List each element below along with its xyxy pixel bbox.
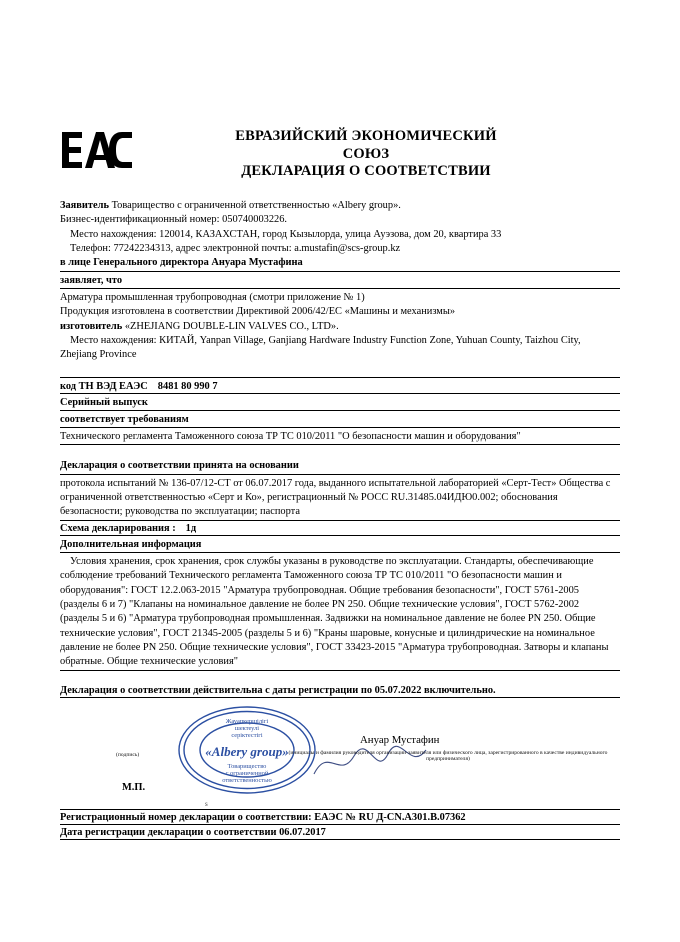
scheme-label: Схема декларирования : (60, 522, 176, 534)
svg-text:шектеулі: шектеулі (234, 724, 260, 732)
additional-line: давление не более PN 250. Общие технические условия", ГОСТ 33423-2015 "Арматура трубопроводная. Затворы и клапаны (60, 641, 609, 653)
applicant-name: Товарищество с ограниченной ответственностью «Albery group». (111, 200, 401, 212)
svg-text:с ограниченной: с ограниченной (225, 769, 269, 777)
product-line-1: Арматура промышленная трубопроводная (смотри приложение № 1) (60, 291, 365, 303)
basis-line-2: ограниченной ответственностью «Серт и Ко», регистрационный № РОСС RU.31485.04ИДЮ0.002; обоснования (60, 492, 558, 504)
svg-text:серіктестігі: серіктестігі (231, 731, 263, 739)
svg-text:Товарищество: Товарищество (227, 762, 267, 770)
registration-number-label: Регистрационный номер декларации о соответствии: (60, 811, 312, 823)
registration-date-value: 06.07.2017 (279, 826, 326, 838)
additional-label: Дополнительная информация (60, 538, 202, 550)
divider (60, 393, 620, 394)
document-header (60, 128, 620, 181)
signatory-caption: (инициалы и фамилия руководителя организации-заявителя или физического лица, зарегистрированного в качестве индивидуального предпринимателя) (288, 749, 608, 763)
title-line-3: ДЕКЛАРАЦИЯ О СООТВЕТСТВИИ (241, 163, 491, 180)
additional-line: оборудования": ГОСТ 12.2.063-2015 "Арматура трубопроводная. Общие требования безопасности", ГОСТ 5761-2005 (60, 584, 579, 596)
declaration-body (60, 128, 620, 842)
title-line-1: ЕВРАЗИЙСКИЙ ЭКОНОМИЧЕСКИЙ (235, 128, 497, 144)
divider (60, 444, 620, 445)
divider (60, 474, 620, 475)
additional-line: Условия хранения, срок хранения, срок службы указаны в руководстве по эксплуатации. Стандарты, обеспечивающие (70, 556, 594, 567)
applicant-address: Место нахождения: 120014, КАЗАХСТАН, город Кызылорда, улица Ауэзова, дом 20, квартира 33 (70, 228, 502, 240)
declares-label: заявляет, что (60, 274, 123, 286)
declares-section (60, 274, 620, 378)
title-line-2: СОЮЗ (342, 145, 390, 162)
additional-line: (разделы 6 и 7) "Клапаны на номинальное давление не более PN 250. Общие технические условия", ГОСТ 5762-2002 (60, 598, 580, 610)
series-label: Серийный выпуск (60, 396, 148, 408)
divider (60, 535, 620, 536)
divider (60, 271, 620, 272)
divider (60, 824, 620, 825)
divider (60, 670, 620, 671)
signature-label: (подпись) (116, 751, 140, 758)
applicant-contacts: Телефон: 77242234313, адрес электронной почты: a.mustafin@scs-group.kz (70, 243, 401, 254)
divider (60, 697, 620, 698)
validity-text: Декларация о соответствии действительна с даты регистрации по 05.07.2022 включительно. (60, 684, 496, 696)
applicant-bin-label: Бизнес-идентификационный номер: (60, 214, 220, 226)
additional-section (60, 538, 620, 671)
product-line-2: Продукция изготовлена в соответствии Директивой 2006/42/ЕС «Машины и механизмы» (60, 306, 456, 318)
tnved-label: код ТН ВЭД ЕАЭС (60, 380, 148, 392)
basis-label: Декларация о соответствии принята на основании (60, 460, 299, 472)
divider (60, 552, 620, 553)
divider (60, 427, 620, 428)
additional-line: технические условия", ГОСТ 21345-2005 (разделы 5 и 6) "Краны шаровые, конусные и цилиндрические на номинальное (60, 627, 595, 639)
applicant-section (60, 199, 620, 272)
manufacturer-name: «ZHEJIANG DOUBLE-LIN VALVES CO., LTD». (124, 320, 339, 332)
applicant-label: Заявитель (60, 200, 109, 212)
divider (60, 809, 620, 810)
conformity-label: соответствует требованиям (60, 413, 189, 425)
divider (60, 520, 620, 521)
page-mark: s (205, 800, 208, 808)
divider (60, 377, 620, 378)
eac-mark-icon (60, 128, 134, 176)
registration-date-label: Дата регистрации декларации о соответствии (60, 826, 277, 838)
basis-section (60, 459, 620, 535)
signature-block (60, 712, 620, 808)
additional-line: обратные. Общие технические условия" (60, 656, 239, 668)
additional-line: соблюдение требований Технического регламента Таможенного союза ТР ТС 010/2011 "О безопасности машин и (60, 570, 562, 582)
signatory-name: Ануар Мустафин (360, 733, 440, 746)
registration-section (60, 809, 620, 840)
svg-text:Жауапкершілігі: Жауапкершілігі (225, 717, 269, 725)
basis-line-3: безопасности; руководства по эксплуатации; паспорта (60, 506, 300, 518)
tnved-value: 8481 80 990 7 (157, 380, 218, 392)
page-title (152, 128, 620, 181)
divider (60, 410, 620, 411)
svg-text:«Albery group»: «Albery group» (205, 743, 289, 759)
svg-text:ответственностью: ответственностью (222, 776, 272, 784)
divider (60, 839, 620, 840)
applicant-representative: в лице Генерального директора Ануара Мустафина (60, 257, 303, 269)
manufacturer-address-line-1: Место нахождения: КИТАЙ, Yanpan Village, Ganjiang Hardware Industry Function Zone, Yuhuan County, Taizhou City, (70, 334, 581, 346)
stamp-label: М.П. (122, 781, 146, 793)
manufacturer-label: изготовитель (60, 320, 123, 332)
manufacturer-address-line-2: Zhejiang Province (60, 349, 137, 361)
basis-line-1: протокола испытаний № 136-07/12-СТ от 06.07.2017 года, выданного испытательной лабораторией «Серт-Тест» Общества с (60, 477, 611, 489)
registration-number-value: ЕАЭС № RU Д-CN.А301.В.07362 (314, 811, 466, 823)
divider (60, 288, 620, 289)
additional-line: (разделы 5 и 6) "Арматура трубопроводная промышленная. Задвижки на номинальное давление не более PN 250. Общие (60, 613, 596, 625)
scheme-value: 1д (185, 522, 197, 534)
codes-section (60, 381, 620, 446)
conformity-text: Технического регламента Таможенного союза ТР ТС 010/2011 "О безопасности машин и оборудования" (60, 431, 521, 443)
applicant-bin-value: 050740003226. (222, 214, 288, 226)
